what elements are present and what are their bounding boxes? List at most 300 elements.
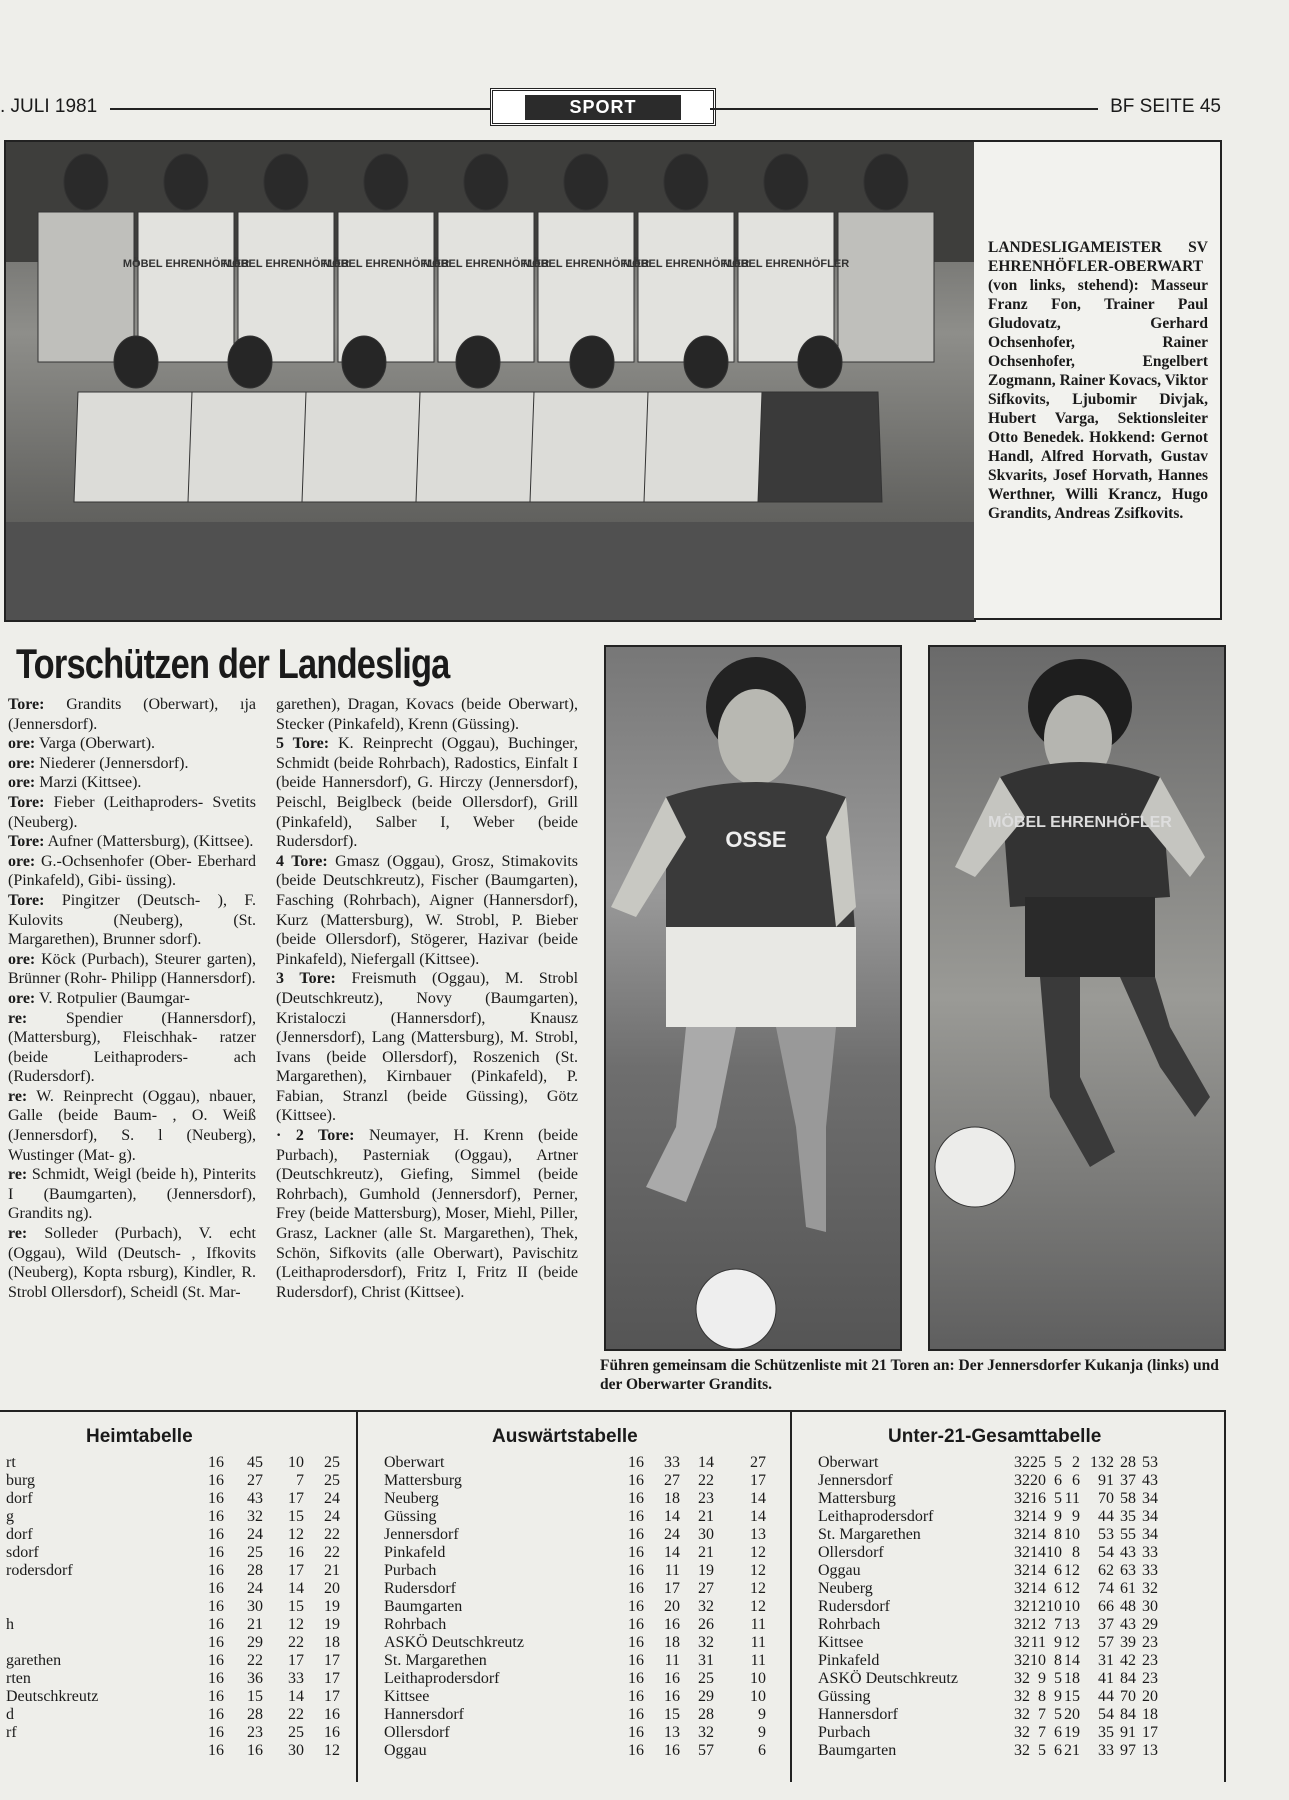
scorer-names: Schmidt, Weigl (beide h), Pinterits I (Baumgarten), (Jennersdorf), Grandits ng). — [8, 1166, 256, 1223]
scorer-paragraph — [8, 773, 256, 793]
table-cell: 45 — [247, 1454, 263, 1471]
team-name: Oggau — [384, 1742, 427, 1759]
table-row — [818, 1526, 1214, 1544]
table-cell: 18 — [324, 1634, 340, 1651]
kneeling-player-body — [758, 392, 882, 502]
scorer-paragraph — [8, 1009, 256, 1087]
table-row — [384, 1670, 780, 1688]
table-cell: 17 — [750, 1472, 766, 1489]
player-photo-right-illustration — [930, 647, 1224, 1349]
table-cell: 37 — [1120, 1472, 1136, 1489]
table-row — [6, 1706, 346, 1724]
table-cell: 43 — [1120, 1544, 1136, 1561]
table-cell: 91 — [1098, 1472, 1114, 1489]
kneeling-player-body — [530, 392, 654, 502]
table-cell: 39 — [1120, 1634, 1136, 1651]
table-cell: 14 — [664, 1544, 680, 1561]
table-row — [6, 1562, 346, 1580]
table-cell: 16 — [628, 1472, 644, 1489]
table-cell: 29 — [1142, 1616, 1158, 1633]
team-jersey-text: MÖBEL EHRENHÖFLER — [422, 258, 550, 270]
table-cell: 12 — [750, 1562, 766, 1579]
table-row — [818, 1706, 1214, 1724]
table-row — [818, 1544, 1214, 1562]
table-cell: 24 — [247, 1526, 263, 1543]
team-photo — [4, 140, 976, 622]
table-cell: 32 — [698, 1634, 714, 1651]
table-row — [384, 1580, 780, 1598]
table-cell: 32 — [1014, 1562, 1030, 1579]
table-cell: 57 — [1098, 1634, 1114, 1651]
table-row — [818, 1508, 1214, 1526]
team-name: Güssing — [818, 1688, 871, 1705]
table-cell: 32 — [1014, 1652, 1030, 1669]
table-row — [818, 1724, 1214, 1742]
auswaerts-table-title: Auswärtstabelle — [492, 1426, 638, 1447]
table-cell: 16 — [628, 1544, 644, 1561]
team-name: St. Margarethen — [384, 1652, 487, 1669]
table-cell: 12 — [1030, 1598, 1046, 1615]
team-name: Ollersdorf — [384, 1724, 450, 1741]
table-cell: 7 — [1054, 1616, 1062, 1633]
table-cell: 9 — [1054, 1508, 1062, 1525]
table-cell: 6 — [1054, 1742, 1062, 1759]
table-cell: 63 — [1120, 1562, 1136, 1579]
table-cell: 11 — [1064, 1490, 1080, 1507]
table-cell: 14 — [750, 1490, 766, 1507]
table-cell: 55 — [1120, 1526, 1136, 1543]
table-cell: 25 — [288, 1724, 304, 1741]
table-cell: 11 — [750, 1652, 766, 1669]
table-cell: 28 — [247, 1706, 263, 1723]
player-photo-left-illustration — [606, 647, 900, 1349]
table-cell: 34 — [1142, 1526, 1158, 1543]
table-row — [6, 1652, 346, 1670]
table-row — [6, 1634, 346, 1652]
table-cell: 5 — [1054, 1454, 1062, 1471]
team-name: rten — [6, 1670, 31, 1687]
scorer-names: Aufner (Mattersburg), (Kittsee). — [44, 833, 254, 851]
heim-table — [6, 1454, 346, 1760]
table-row — [384, 1634, 780, 1652]
table-cell: 16 — [208, 1472, 224, 1489]
scorer-names: Neumayer, H. Krenn (beide Purbach), Pasterniak (Oggau), Artner (Deutschkreutz), Giefing, Simmel (beide Rohrbach), Gumhold (Jennersdorf), Perner, Frey (beide Mattersburg), Moser, Miehl, Piller, Grasz, Lackner (alle St. Margarethen), Thek, Schön, Sifkovits (alle Oberwart), Pavischitz (Leithaprodersdorf), Fritz I, Fritz II (beide Rudersdorf), Christ (Kittsee). — [276, 1127, 578, 1301]
table-cell: 32 — [1014, 1634, 1030, 1651]
team-name: ASKÖ Deutschkreutz — [384, 1634, 524, 1651]
table-cell: 32 — [1014, 1742, 1030, 1759]
table-row — [818, 1670, 1214, 1688]
table-cell: 33 — [288, 1670, 304, 1687]
team-name: burg — [6, 1472, 36, 1489]
table-cell: 32 — [1014, 1706, 1030, 1723]
table-cell: 22 — [324, 1526, 340, 1543]
scorer-names: Fieber (Leithaproders- Svetits (Neuberg). — [8, 793, 256, 831]
scorer-paragraph — [8, 891, 256, 950]
table-cell: 16 — [208, 1634, 224, 1651]
table-cell: 16 — [628, 1634, 644, 1651]
table-cell: 9 — [1038, 1670, 1046, 1687]
goal-count-label: · 2 Tore: — [276, 1127, 355, 1145]
table-cell: 19 — [1064, 1724, 1080, 1741]
table-cell: 14 — [1030, 1544, 1046, 1561]
standing-player-body — [838, 212, 934, 362]
table-cell: 18 — [1142, 1706, 1158, 1723]
team-name: Hannersdorf — [384, 1706, 464, 1723]
table-cell: 16 — [208, 1454, 224, 1471]
table-cell: 16 — [208, 1670, 224, 1687]
kneeling-player-head — [228, 336, 272, 388]
table-cell: 27 — [698, 1580, 714, 1597]
table-cell: 25 — [1030, 1454, 1046, 1471]
table-cell: 16 — [208, 1580, 224, 1597]
scorer-names: W. Reinprecht (Oggau), nbauer, Galle (beide Baum- , O. Weiß (Jennersdorf), S. l (Neuberg), Wustinger (Mat- g). — [8, 1087, 256, 1164]
table-cell: 74 — [1098, 1580, 1114, 1597]
table-cell: 30 — [1142, 1598, 1158, 1615]
team-photo-illustration — [6, 142, 974, 620]
table-cell: 53 — [1142, 1454, 1158, 1471]
table-cell: 31 — [1098, 1652, 1114, 1669]
table-cell: 12 — [1030, 1616, 1046, 1633]
team-name: h — [6, 1616, 14, 1633]
table-row — [6, 1616, 346, 1634]
scorer-paragraph — [276, 969, 578, 1126]
table-cell: 66 — [1098, 1598, 1114, 1615]
goal-count-label: Tore: — [8, 696, 45, 713]
table-row — [6, 1472, 346, 1490]
standing-player-body — [638, 212, 734, 362]
table-row — [384, 1688, 780, 1706]
table-cell: 8 — [1072, 1544, 1080, 1561]
team-name: Deutschkreutz — [6, 1688, 99, 1705]
table-cell: 16 — [628, 1454, 644, 1471]
table-cell: 16 — [208, 1598, 224, 1615]
team-name: Hannersdorf — [818, 1706, 898, 1723]
table-cell: 25 — [698, 1670, 714, 1687]
goal-count-label: ore: — [8, 735, 36, 753]
kneeling-player-head — [684, 336, 728, 388]
table-cell: 18 — [664, 1634, 680, 1651]
table-row — [384, 1616, 780, 1634]
table-cell: 58 — [1120, 1490, 1136, 1507]
table-cell: 16 — [628, 1598, 644, 1615]
table-cell: 14 — [1064, 1652, 1080, 1669]
table-cell: 28 — [1120, 1454, 1136, 1471]
team-name: Leithaprodersdorf — [384, 1670, 500, 1687]
table-cell: 19 — [324, 1598, 340, 1615]
team-caption: LANDESLIGAMEISTER SV EHRENHÖFLER-OBERWART (von links, stehend): Masseur Franz Fon, Trainer Paul Gludovatz, Gerhard Ochsenhofer, Rainer Ochsenhofer, Engelbert Zogmann, Rainer Kovacs, Viktor Sifkovits, Ljubomir Divjak, Hubert Varga, Sektionsleiter Otto Benedek. Hokkend: Gernot Handl, Alfred Horvath, Gustav Skvarits, Josef Horvath, Hannes Werthner, Willi Krancz, Hugo Grandits, Andreas Zsifkovits. — [988, 239, 1208, 522]
u21-table — [818, 1454, 1214, 1760]
kneeling-player-head — [456, 336, 500, 388]
table-cell: 16 — [208, 1742, 224, 1759]
table-cell: 9 — [1054, 1688, 1062, 1705]
goal-count-label: re: — [8, 1009, 28, 1027]
table-cell: 14 — [1030, 1580, 1046, 1597]
table-cell: 6 — [1072, 1472, 1080, 1489]
standing-player-head — [164, 154, 208, 210]
table-cell: 13 — [1064, 1616, 1080, 1633]
table-cell: 20 — [1030, 1472, 1046, 1489]
table-cell: 9 — [758, 1724, 766, 1741]
table-cell: 16 — [208, 1724, 224, 1741]
table-cell: 16 — [628, 1616, 644, 1633]
table-cell: 18 — [664, 1490, 680, 1507]
table-row — [6, 1526, 346, 1544]
goal-count-label: ore: — [8, 754, 36, 772]
goal-count-label: ore: — [8, 989, 36, 1007]
table-cell: 20 — [664, 1598, 680, 1615]
table-cell: 16 — [664, 1742, 680, 1759]
table-row — [384, 1508, 780, 1526]
team-jersey-text: MÖBEL EHRENHÖFLER — [622, 258, 750, 270]
goal-count-label: Tore: — [8, 793, 45, 811]
table-row — [384, 1544, 780, 1562]
table-cell: 10 — [1064, 1598, 1080, 1615]
table-row — [384, 1598, 780, 1616]
table-cell: 12 — [750, 1598, 766, 1615]
table-cell: 10 — [750, 1670, 766, 1687]
table-cell: 16 — [324, 1724, 340, 1741]
table-cell: 11 — [750, 1634, 766, 1651]
table-cell: 70 — [1120, 1688, 1136, 1705]
table-cell: 16 — [628, 1652, 644, 1669]
goal-count-label: Tore: — [8, 833, 45, 851]
table-cell: 12 — [750, 1544, 766, 1561]
team-name: Rudersdorf — [384, 1580, 456, 1597]
table-cell: 8 — [1038, 1688, 1046, 1705]
table-cell: 7 — [1038, 1706, 1046, 1723]
table-cell: 21 — [698, 1544, 714, 1561]
table-cell: 17 — [288, 1562, 304, 1579]
scorer-paragraph — [8, 695, 256, 734]
table-cell: 34 — [1142, 1490, 1158, 1507]
table-cell: 11 — [664, 1652, 680, 1669]
table-cell: 20 — [324, 1580, 340, 1597]
team-name: dorf — [6, 1490, 33, 1507]
team-name: Jennersdorf — [818, 1472, 893, 1489]
team-name: Pinkafeld — [384, 1544, 446, 1561]
table-cell: 62 — [1098, 1562, 1114, 1579]
table-row — [818, 1562, 1214, 1580]
table-cell: 54 — [1098, 1706, 1114, 1723]
table-row — [818, 1472, 1214, 1490]
table-cell: 14 — [698, 1454, 714, 1471]
team-name: Kittsee — [818, 1634, 864, 1651]
goal-count-label: 4 Tore: — [276, 852, 328, 870]
table-row — [384, 1454, 780, 1472]
photo-caption: Führen gemeinsam die Schützenliste mit 21 Toren an: Der Jennersdorfer Kukanja (links) und der Oberwarter Grandits. — [600, 1357, 1219, 1393]
team-name: Mattersburg — [384, 1472, 462, 1489]
table-cell: 22 — [288, 1706, 304, 1723]
standing-player-head — [564, 154, 608, 210]
table-cell: 32 — [1014, 1598, 1030, 1615]
team-name: rf — [6, 1724, 17, 1741]
table-cell: 32 — [1014, 1490, 1030, 1507]
team-name: Ollersdorf — [818, 1544, 884, 1561]
table-row — [818, 1652, 1214, 1670]
kneeling-player-head — [570, 336, 614, 388]
table-cell: 12 — [288, 1526, 304, 1543]
table-cell: 15 — [288, 1508, 304, 1525]
scorers-column-1 — [8, 695, 256, 1302]
table-row — [818, 1454, 1214, 1472]
table-cell: 10 — [288, 1454, 304, 1471]
team-name: Purbach — [818, 1724, 871, 1741]
table-row — [818, 1634, 1214, 1652]
player-photo-kukanja — [604, 645, 902, 1351]
team-name: rodersdorf — [6, 1562, 73, 1579]
scorer-names: Pingitzer (Deutsch- ), F. Kulovits (Neuberg), (St. Margarethen), Brunner sdorf). — [8, 891, 256, 949]
table-cell: 16 — [208, 1652, 224, 1669]
scorer-names: Marzi (Kittsee). — [35, 774, 142, 792]
kneeling-player-body — [644, 392, 768, 502]
jersey-text-right: MÖBEL EHRENHÖFLER — [988, 814, 1172, 831]
table-cell: 7 — [1038, 1724, 1046, 1741]
table-cell: 33 — [1142, 1562, 1158, 1579]
table-row — [6, 1508, 346, 1526]
table-row — [384, 1652, 780, 1670]
scorer-paragraph — [8, 852, 256, 891]
scorer-paragraph — [8, 1165, 256, 1224]
table-cell: 16 — [208, 1508, 224, 1525]
kneeling-player-head — [798, 336, 842, 388]
table-cell: 13 — [664, 1724, 680, 1741]
scorer-paragraph — [276, 852, 578, 970]
standing-player-head — [264, 154, 308, 210]
scorer-paragraph — [276, 695, 578, 734]
scorer-names: Grandits (Oberwart), ıja (Jennersdorf). — [8, 696, 256, 733]
table-cell: 61 — [1120, 1580, 1136, 1597]
table-cell: 10 — [1030, 1652, 1046, 1669]
table-row — [818, 1742, 1214, 1760]
table-cell: 14 — [664, 1508, 680, 1525]
table-cell: 14 — [750, 1508, 766, 1525]
table-cell: 17 — [324, 1652, 340, 1669]
table-cell: 14 — [288, 1580, 304, 1597]
table-cell: 6 — [1054, 1724, 1062, 1741]
table-cell: 32 — [1014, 1688, 1030, 1705]
table-cell: 14 — [1030, 1508, 1046, 1525]
table-cell: 10 — [1064, 1526, 1080, 1543]
kneeling-player-head — [342, 336, 386, 388]
table-cell: 36 — [247, 1670, 263, 1687]
scorer-names: Spendier (Hannersdorf), (Mattersburg), Fleischhak- ratzer (beide Leithaproders- ach (Rudersdorf). — [8, 1009, 256, 1086]
table-row — [6, 1688, 346, 1706]
table-cell: 11 — [664, 1562, 680, 1579]
table-cell: 16 — [628, 1706, 644, 1723]
table-cell: 30 — [698, 1526, 714, 1543]
scorer-names: V. Rotpulier (Baumgar- — [35, 989, 190, 1007]
table-cell: 16 — [664, 1670, 680, 1687]
table-cell: 16 — [628, 1742, 644, 1759]
table-cell: 17 — [1142, 1724, 1158, 1741]
table-cell: 91 — [1120, 1724, 1136, 1741]
team-name: Oberwart — [818, 1454, 879, 1471]
table-row — [6, 1454, 346, 1472]
team-name: Purbach — [384, 1562, 437, 1579]
goal-count-label: 3 Tore: — [276, 970, 336, 988]
section-label: SPORT — [525, 95, 680, 120]
table-row — [6, 1670, 346, 1688]
table-row — [384, 1742, 780, 1760]
table-cell: 16 — [288, 1544, 304, 1561]
table-cell: 9 — [1072, 1508, 1080, 1525]
team-name: ASKÖ Deutschkreutz — [818, 1670, 958, 1687]
table-cell: 8 — [1054, 1652, 1062, 1669]
table-cell: 23 — [1142, 1670, 1158, 1687]
table-cell: 6 — [758, 1742, 766, 1759]
table-cell: 32 — [1014, 1526, 1030, 1543]
table-cell: 16 — [628, 1580, 644, 1597]
kneeling-player-body — [416, 392, 540, 502]
table-cell: 27 — [664, 1472, 680, 1489]
table-row — [384, 1724, 780, 1742]
table-row — [384, 1472, 780, 1490]
table-cell: 31 — [698, 1652, 714, 1669]
table-cell: 21 — [1064, 1742, 1080, 1759]
table-cell: 5 — [1054, 1490, 1062, 1507]
team-name: Neuberg — [384, 1490, 439, 1507]
table-cell: 19 — [324, 1616, 340, 1633]
table-cell: 35 — [1098, 1724, 1114, 1741]
team-jersey-text: MÖBEL EHRENHÖFLER — [522, 258, 650, 270]
table-cell: 32 — [698, 1724, 714, 1741]
table-row — [6, 1598, 346, 1616]
team-name: Kittsee — [384, 1688, 430, 1705]
goal-count-label: 5 Tore: — [276, 735, 330, 753]
team-name: sdorf — [6, 1544, 39, 1561]
table-cell: 20 — [1064, 1706, 1080, 1723]
standing-player-head — [464, 154, 508, 210]
table-cell: 10 — [1046, 1544, 1062, 1561]
table-cell: 25 — [324, 1472, 340, 1489]
table-cell: 25 — [247, 1544, 263, 1561]
table-cell: 20 — [1142, 1688, 1158, 1705]
header-rule-left — [110, 108, 490, 110]
table-cell: 32 — [1014, 1724, 1030, 1741]
table-cell: 84 — [1120, 1670, 1136, 1687]
kneeling-player-body — [74, 392, 198, 502]
table-row — [818, 1598, 1214, 1616]
table-cell: 24 — [247, 1580, 263, 1597]
table-cell: 97 — [1120, 1742, 1136, 1759]
auswaerts-table — [384, 1454, 780, 1760]
standing-player-head — [664, 154, 708, 210]
table-row — [384, 1562, 780, 1580]
u21-table-title: Unter-21-Gesamttabelle — [888, 1426, 1102, 1447]
table-cell: 17 — [324, 1688, 340, 1705]
table-cell: 54 — [1098, 1544, 1114, 1561]
table-cell: 16 — [208, 1562, 224, 1579]
table-cell: 30 — [288, 1742, 304, 1759]
table-cell: 16 — [628, 1688, 644, 1705]
table-cell: 11 — [1030, 1634, 1046, 1651]
goal-count-label: re: — [8, 1225, 28, 1243]
table-cell: 12 — [288, 1616, 304, 1633]
table-cell: 6 — [1054, 1562, 1062, 1579]
team-name: dorf — [6, 1526, 33, 1543]
table-cell: 5 — [1054, 1670, 1062, 1687]
issue-date: . JULI 1981 — [0, 96, 98, 117]
table-cell: 13 — [1142, 1742, 1158, 1759]
table-cell: 28 — [698, 1706, 714, 1723]
table-cell: 22 — [698, 1472, 714, 1489]
table-cell: 32 — [247, 1508, 263, 1525]
scorer-names: garethen), Dragan, Kovacs (beide Oberwart), Stecker (Pinkafeld), Krenn (Güssing). — [276, 696, 578, 733]
table-row — [384, 1490, 780, 1508]
table-cell: 12 — [1064, 1634, 1080, 1651]
scorer-names: Köck (Purbach), Steurer garten), Brünner (Rohr- Philipp (Hannersdorf). — [8, 950, 256, 988]
table-cell: 14 — [1030, 1562, 1046, 1579]
